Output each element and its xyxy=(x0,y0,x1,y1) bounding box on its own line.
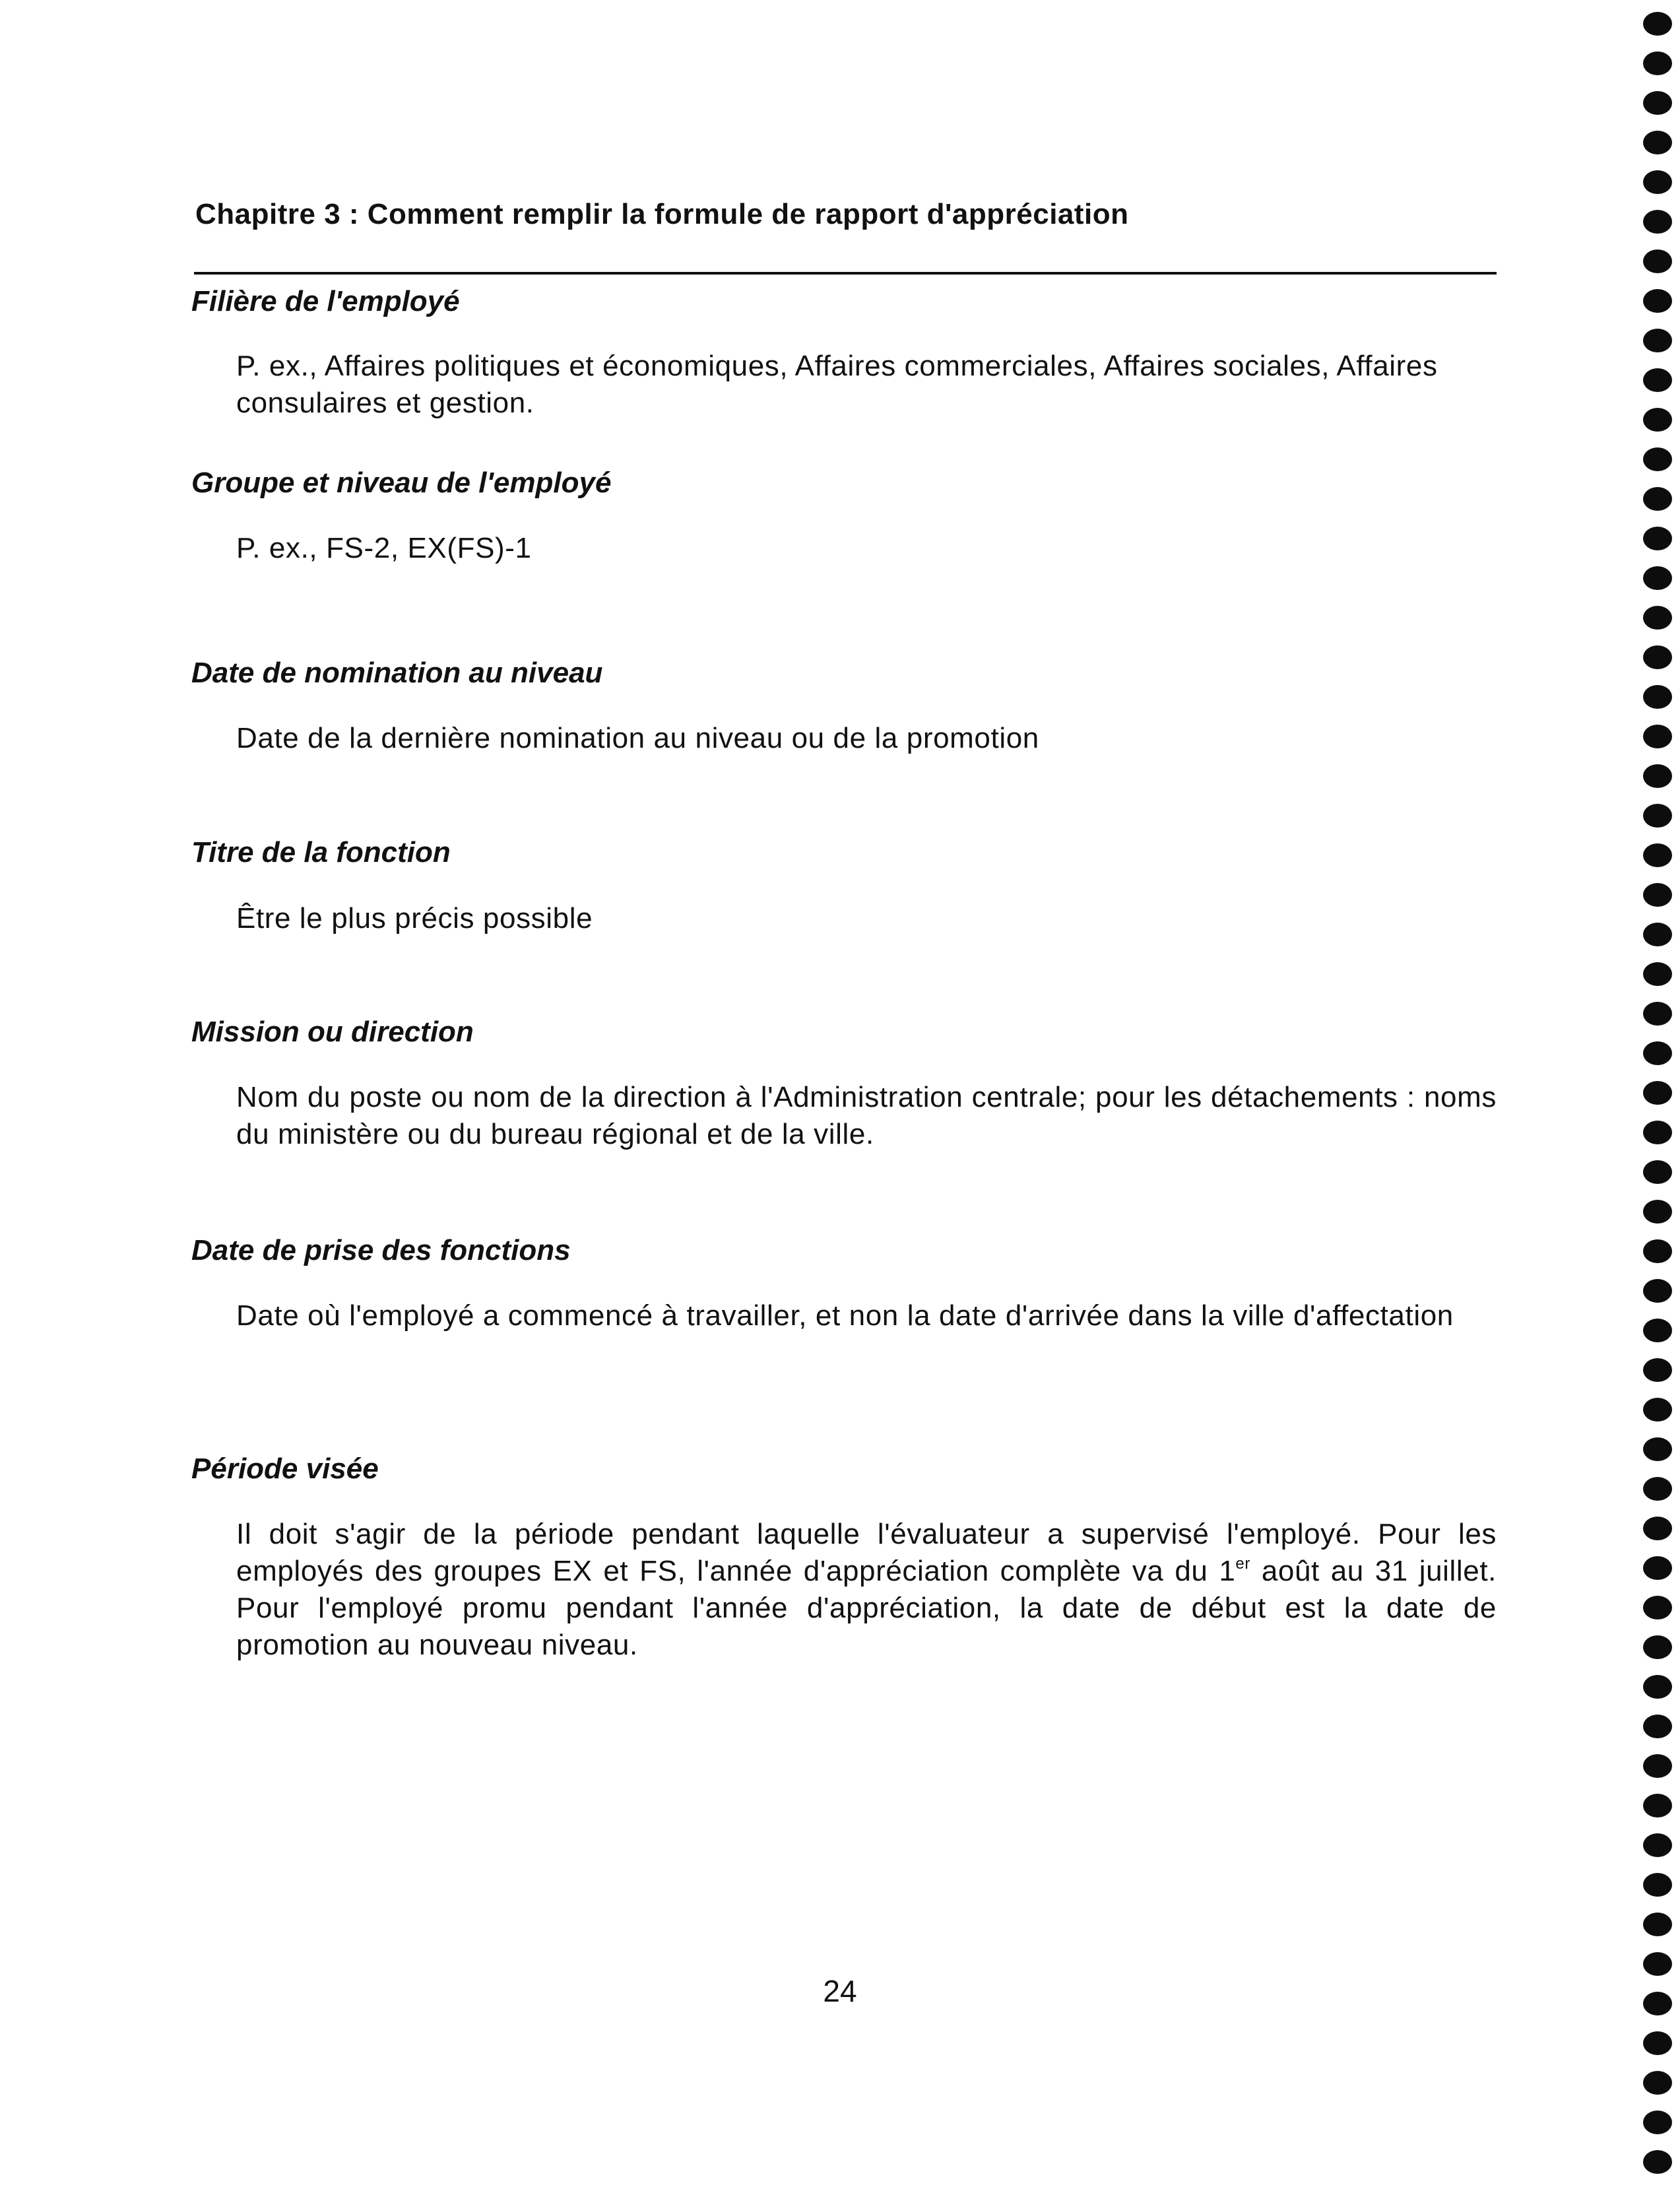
binding-hole xyxy=(1643,843,1672,867)
binding-hole xyxy=(1643,1754,1672,1778)
binding-hole xyxy=(1643,685,1672,709)
binding-hole xyxy=(1643,408,1672,432)
binding-hole xyxy=(1643,1517,1672,1540)
binding-hole xyxy=(1643,289,1672,313)
title-rule xyxy=(194,272,1497,275)
section-text-filiere: P. ex., Affaires politiques et économiques, Affaires commerciales, Affaires sociales, Affaires consulaires et gestion. xyxy=(236,350,1438,419)
binding-hole xyxy=(1643,487,1672,511)
binding-hole xyxy=(1643,1081,1672,1105)
binding-hole xyxy=(1643,2031,1672,2055)
section-heading-date-nomination: Date de nomination au niveau xyxy=(191,657,603,689)
chapter-title: Chapitre 3 : Comment remplir la formule de rapport d'appréciation xyxy=(195,198,1129,230)
binding-hole xyxy=(1643,725,1672,748)
binding-hole xyxy=(1643,1635,1672,1659)
binding-hole xyxy=(1643,527,1672,550)
binding-hole xyxy=(1643,1913,1672,1936)
binding-hole xyxy=(1643,1437,1672,1461)
binding-hole xyxy=(1643,249,1672,273)
section-text-groupe: P. ex., FS-2, EX(FS)-1 xyxy=(236,532,532,564)
binding-hole xyxy=(1643,645,1672,669)
binding-hole xyxy=(1643,1833,1672,1857)
binding-hole xyxy=(1643,804,1672,828)
section-heading-periode: Période visée xyxy=(191,1453,379,1485)
binding-hole xyxy=(1643,1556,1672,1580)
section-heading-filiere: Filière de l'employé xyxy=(191,285,460,317)
superscript-er: er xyxy=(1235,1555,1250,1573)
binding-hole xyxy=(1643,566,1672,590)
binding-hole xyxy=(1643,764,1672,788)
binding-hole xyxy=(1643,210,1672,234)
binding-hole xyxy=(1643,962,1672,986)
section-heading-mission: Mission ou direction xyxy=(191,1016,474,1048)
binding-hole xyxy=(1643,1675,1672,1699)
binding-hole xyxy=(1643,1596,1672,1620)
binding-hole xyxy=(1643,368,1672,392)
page-number: 24 xyxy=(823,1974,857,2008)
binding-hole xyxy=(1643,1279,1672,1303)
binding-hole xyxy=(1643,1358,1672,1382)
spiral-binding xyxy=(1636,0,1680,2193)
periode-text-part1: Il doit s'agir de la période pendant laquelle l'évaluateur a supervisé l'employé. Pour les employés des groupes EX et FS, l'année d'appréciation complète va du 1 xyxy=(236,1518,1497,1587)
binding-hole xyxy=(1643,447,1672,471)
section-heading-titre: Titre de la fonction xyxy=(191,836,451,868)
binding-hole xyxy=(1643,2071,1672,2095)
binding-hole xyxy=(1643,1873,1672,1897)
binding-hole xyxy=(1643,91,1672,115)
binding-hole xyxy=(1643,12,1672,36)
binding-hole xyxy=(1643,1239,1672,1263)
binding-hole xyxy=(1643,1715,1672,1738)
binding-hole xyxy=(1643,606,1672,630)
section-heading-groupe: Groupe et niveau de l'employé xyxy=(191,467,612,499)
section-text-date-nomination: Date de la dernière nomination au niveau ou de la promotion xyxy=(236,722,1039,754)
binding-hole xyxy=(1643,51,1672,75)
section-heading-date-prise: Date de prise des fonctions xyxy=(191,1234,571,1266)
binding-hole xyxy=(1643,1041,1672,1065)
section-text-date-prise: Date où l'employé a commencé à travailler, et non la date d'arrivée dans la ville d'affectation xyxy=(236,1299,1454,1332)
binding-hole xyxy=(1643,131,1672,154)
binding-hole xyxy=(1643,1200,1672,1224)
binding-hole xyxy=(1643,1794,1672,1817)
section-text-titre: Être le plus précis possible xyxy=(236,902,593,934)
binding-hole xyxy=(1643,1477,1672,1501)
binding-hole xyxy=(1643,170,1672,194)
binding-hole xyxy=(1643,1952,1672,1976)
binding-hole xyxy=(1643,923,1672,946)
binding-hole xyxy=(1643,1121,1672,1144)
section-text-mission: Nom du poste ou nom de la direction à l'Administration centrale; pour les détachements : noms du ministère ou du bureau régional et de la ville. xyxy=(236,1081,1497,1150)
binding-hole xyxy=(1643,1002,1672,1026)
binding-hole xyxy=(1643,883,1672,907)
binding-hole xyxy=(1643,1319,1672,1342)
binding-hole xyxy=(1643,329,1672,352)
section-text-periode xyxy=(236,1516,1497,1664)
binding-hole xyxy=(1643,1398,1672,1422)
binding-hole xyxy=(1643,1160,1672,1184)
binding-hole xyxy=(1643,1992,1672,2015)
binding-hole xyxy=(1643,2150,1672,2174)
binding-hole xyxy=(1643,2111,1672,2134)
periode-text-part2: août au 31 juillet. Pour l'employé promu pendant l'année d'appréciation, la date de début est la date de promotion au nouveau niveau. xyxy=(236,1555,1497,1661)
